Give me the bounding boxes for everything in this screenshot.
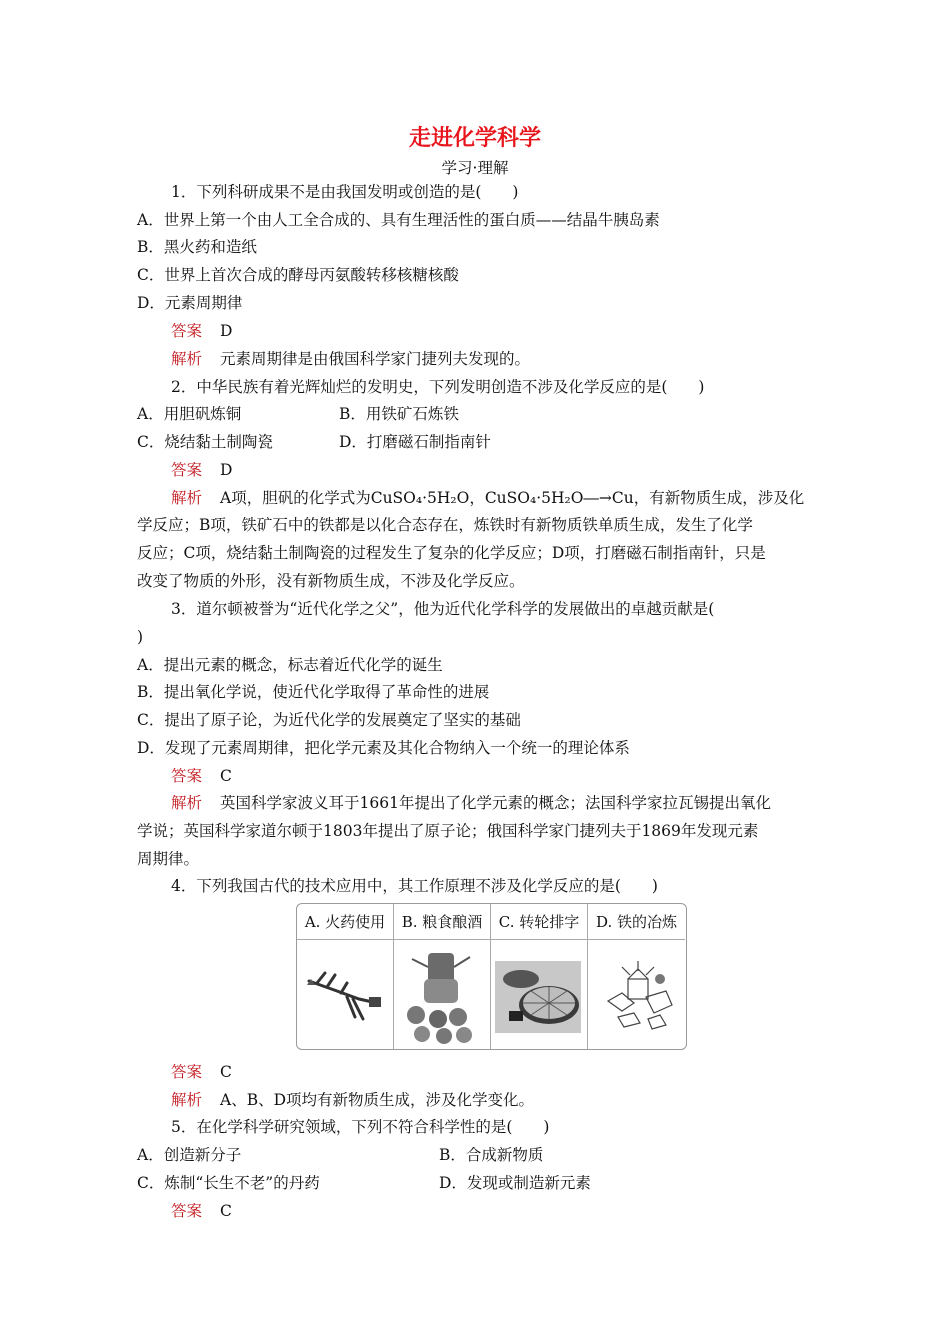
q1-option-c: C．世界上首次合成的酵母丙氨酸转移核糖核酸 [137, 266, 459, 284]
q4-figure-cell-d [588, 904, 685, 1049]
q2-option-a: A．用胆矾炼铜 [137, 405, 242, 423]
q1-option-b: B．黑火药和造纸 [137, 238, 257, 256]
section-subtitle: 学习·理解 [441, 159, 509, 177]
answer-value: C [220, 767, 232, 785]
q4-figure-cell-c [491, 904, 588, 1049]
analysis-tag: 解析 [171, 489, 203, 507]
analysis-text: A项，胆矾的化学式为CuSO₄·5H₂O，CuSO₄·5H₂O―→Cu，有新物质生成，涉及化 [220, 489, 805, 507]
q4-figure-label-c: C. 转轮排字 [491, 904, 587, 940]
wine-jar-icon [394, 939, 490, 1049]
q3-option-d: D．发现了元素周期律，把化学元素及其化合物纳入一个统一的理论体系 [137, 739, 630, 757]
q5-option-a: A．创造新分子 [137, 1146, 242, 1164]
type-wheel-icon [491, 939, 587, 1049]
q2-analysis-line-1 [171, 488, 804, 508]
q5-option-b: B．合成新物质 [439, 1146, 544, 1164]
q3-option-a: A．提出元素的概念，标志着近代化学的诞生 [137, 656, 443, 674]
q3-analysis-line-1 [171, 793, 771, 813]
answer-tag: 答案 [171, 461, 203, 479]
q4-figure-cell-b [394, 904, 491, 1049]
furnace-icon [588, 939, 685, 1049]
analysis-tag: 解析 [171, 350, 203, 368]
q3-stem-line-2: ) [137, 628, 144, 646]
q1-analysis [171, 349, 530, 369]
answer-value: D [220, 322, 233, 340]
analysis-text: 元素周期律是由俄国科学家门捷列夫发现的。 [220, 350, 531, 368]
q2-option-d: D．打磨磁石制指南针 [339, 433, 491, 451]
page-title: 走进化学科学 [408, 126, 541, 151]
q1-option-d: D．元素周期律 [137, 294, 243, 312]
answer-tag: 答案 [171, 1202, 203, 1220]
q4-figure-table [296, 903, 687, 1050]
rocket-icon [297, 939, 393, 1049]
q4-analysis [171, 1090, 534, 1110]
answer-value: D [220, 461, 233, 479]
q3-option-c: C．提出了原子论，为近代化学的发展奠定了坚实的基础 [137, 711, 521, 729]
q3-stem-line-1: 3．道尔顿被誉为“近代化学之父”，他为近代化学科学的发展做出的卓越贡献是( [171, 600, 715, 618]
q2-option-c: C．烧结黏土制陶瓷 [137, 433, 273, 451]
q4-figure-label-b: B. 粮食酿酒 [394, 904, 490, 940]
q2-stem: 2．中华民族有着光辉灿烂的发明史，下列发明创造不涉及化学反应的是( ) [171, 378, 705, 396]
q5-answer [171, 1201, 232, 1221]
q4-figure-label-a: A. 火药使用 [297, 904, 393, 940]
q2-analysis-line-2: 学反应；B项，铁矿石中的铁都是以化合态存在，炼铁时有新物质铁单质生成，发生了化学 [137, 516, 753, 534]
q1-answer [171, 321, 232, 341]
analysis-text: A、B、D项均有新物质生成，涉及化学变化。 [220, 1091, 535, 1109]
q3-answer [171, 766, 232, 786]
q4-answer [171, 1062, 232, 1082]
answer-tag: 答案 [171, 1063, 203, 1081]
q2-analysis-line-4: 改变了物质的外形，没有新物质生成，不涉及化学反应。 [137, 572, 525, 590]
q1-option-a: A．世界上第一个由人工全合成的、具有生理活性的蛋白质——结晶牛胰岛素 [137, 211, 660, 229]
analysis-text: 英国科学家波义耳于1661年提出了化学元素的概念；法国科学家拉瓦锡提出氧化 [220, 794, 771, 812]
q5-stem: 5．在化学科学研究领域，下列不符合科学性的是( ) [171, 1118, 550, 1136]
q4-figure-label-d: D. 铁的冶炼 [588, 904, 685, 940]
q3-option-b: B．提出氧化学说，使近代化学取得了革命性的进展 [137, 683, 490, 701]
q1-stem: 1．下列科研成果不是由我国发明或创造的是( ) [171, 183, 519, 201]
answer-tag: 答案 [171, 767, 203, 785]
q4-stem: 4．下列我国古代的技术应用中，其工作原理不涉及化学反应的是( ) [171, 877, 658, 895]
q5-option-d: D．发现或制造新元素 [439, 1174, 591, 1192]
q3-analysis-line-2: 学说；英国科学家道尔顿于1803年提出了原子论；俄国科学家门捷列夫于1869年发现元素 [137, 822, 759, 840]
analysis-tag: 解析 [171, 1091, 203, 1109]
analysis-tag: 解析 [171, 794, 203, 812]
q5-option-c: C．炼制“长生不老”的丹药 [137, 1174, 320, 1192]
q2-option-b: B．用铁矿石炼铁 [339, 405, 459, 423]
q2-answer [171, 460, 232, 480]
answer-value: C [220, 1063, 232, 1081]
q2-analysis-line-3: 反应；C项，烧结黏土制陶瓷的过程发生了复杂的化学反应；D项，打磨磁石制指南针，只是 [137, 544, 766, 562]
answer-tag: 答案 [171, 322, 203, 340]
q3-analysis-line-3: 周期律。 [137, 850, 200, 868]
answer-value: C [220, 1202, 232, 1220]
q4-figure-cell-a [297, 904, 394, 1049]
